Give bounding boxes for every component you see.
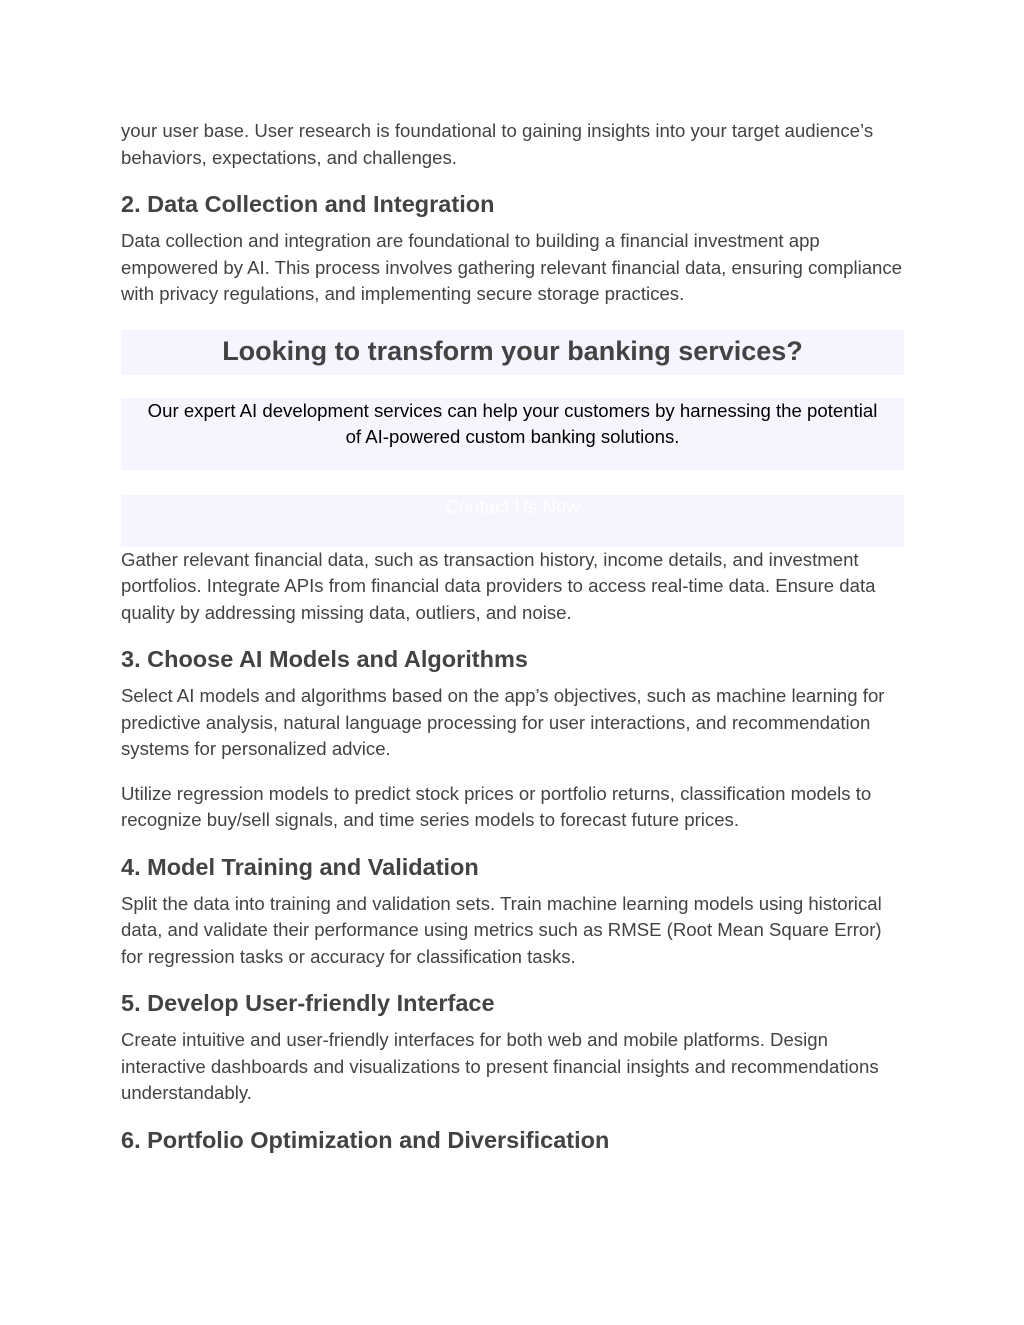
article-body [121,118,904,1164]
cta-description: Our expert AI development services can help your customers by harnessing the potential of AI-powered custom banking solutions. [121,398,904,470]
section-5-heading: 5. Develop User-friendly Interface [121,990,495,1016]
section-4-heading: 4. Model Training and Validation [121,853,479,880]
section-3-paragraph-1: Select AI models and algorithms based on the app’s objectives, such as machine learning for predictive analysis, natural language processing for user interactions, and recommendation systems for personalized advice. [121,685,885,759]
section-2-paragraph-1: Data collection and integration are foundational to building a financial investment app empowered by AI. This process involves gathering relevant financial data, ensuring compliance with privacy regulations, and implementing secure storage practices. [121,230,903,304]
intro-paragraph: your user base. User research is foundational to gaining insights into your target audience’s behaviors, expectations, and challenges. [121,120,874,168]
contact-us-button[interactable]: Contact Us Now [121,495,904,547]
section-3-paragraph-2: Utilize regression models to predict stock prices or portfolio returns, classification models to recognize buy/sell signals, and time series models to forecast future prices. [121,782,872,830]
section-6-heading: 6. Portfolio Optimization and Diversification [121,1126,610,1153]
cta-title: Looking to transform your banking services? [121,330,904,375]
section-2-paragraph-2: Gather relevant financial data, such as transaction history, income details, and investment portfolios. Integrate APIs from financial data providers to access real-time data. Ensure data quality by addressing missing data, outliers, and noise. [121,548,876,623]
section-3-heading: 3. Choose AI Models and Algorithms [121,646,528,672]
section-2-heading: 2. Data Collection and Integration [121,191,495,217]
section-5-paragraph-1: Create intuitive and user-friendly interfaces for both web and mobile platforms. Design interactive dashboards and visualizations to present financial insights and recommendations understandably. [121,1029,879,1103]
section-4-paragraph-1: Split the data into training and validation sets. Train machine learning models using historical data, and validate their performance using metrics such as RMSE (Root Mean Square Error) for regression tasks or accuracy for classification tasks. [121,892,882,967]
